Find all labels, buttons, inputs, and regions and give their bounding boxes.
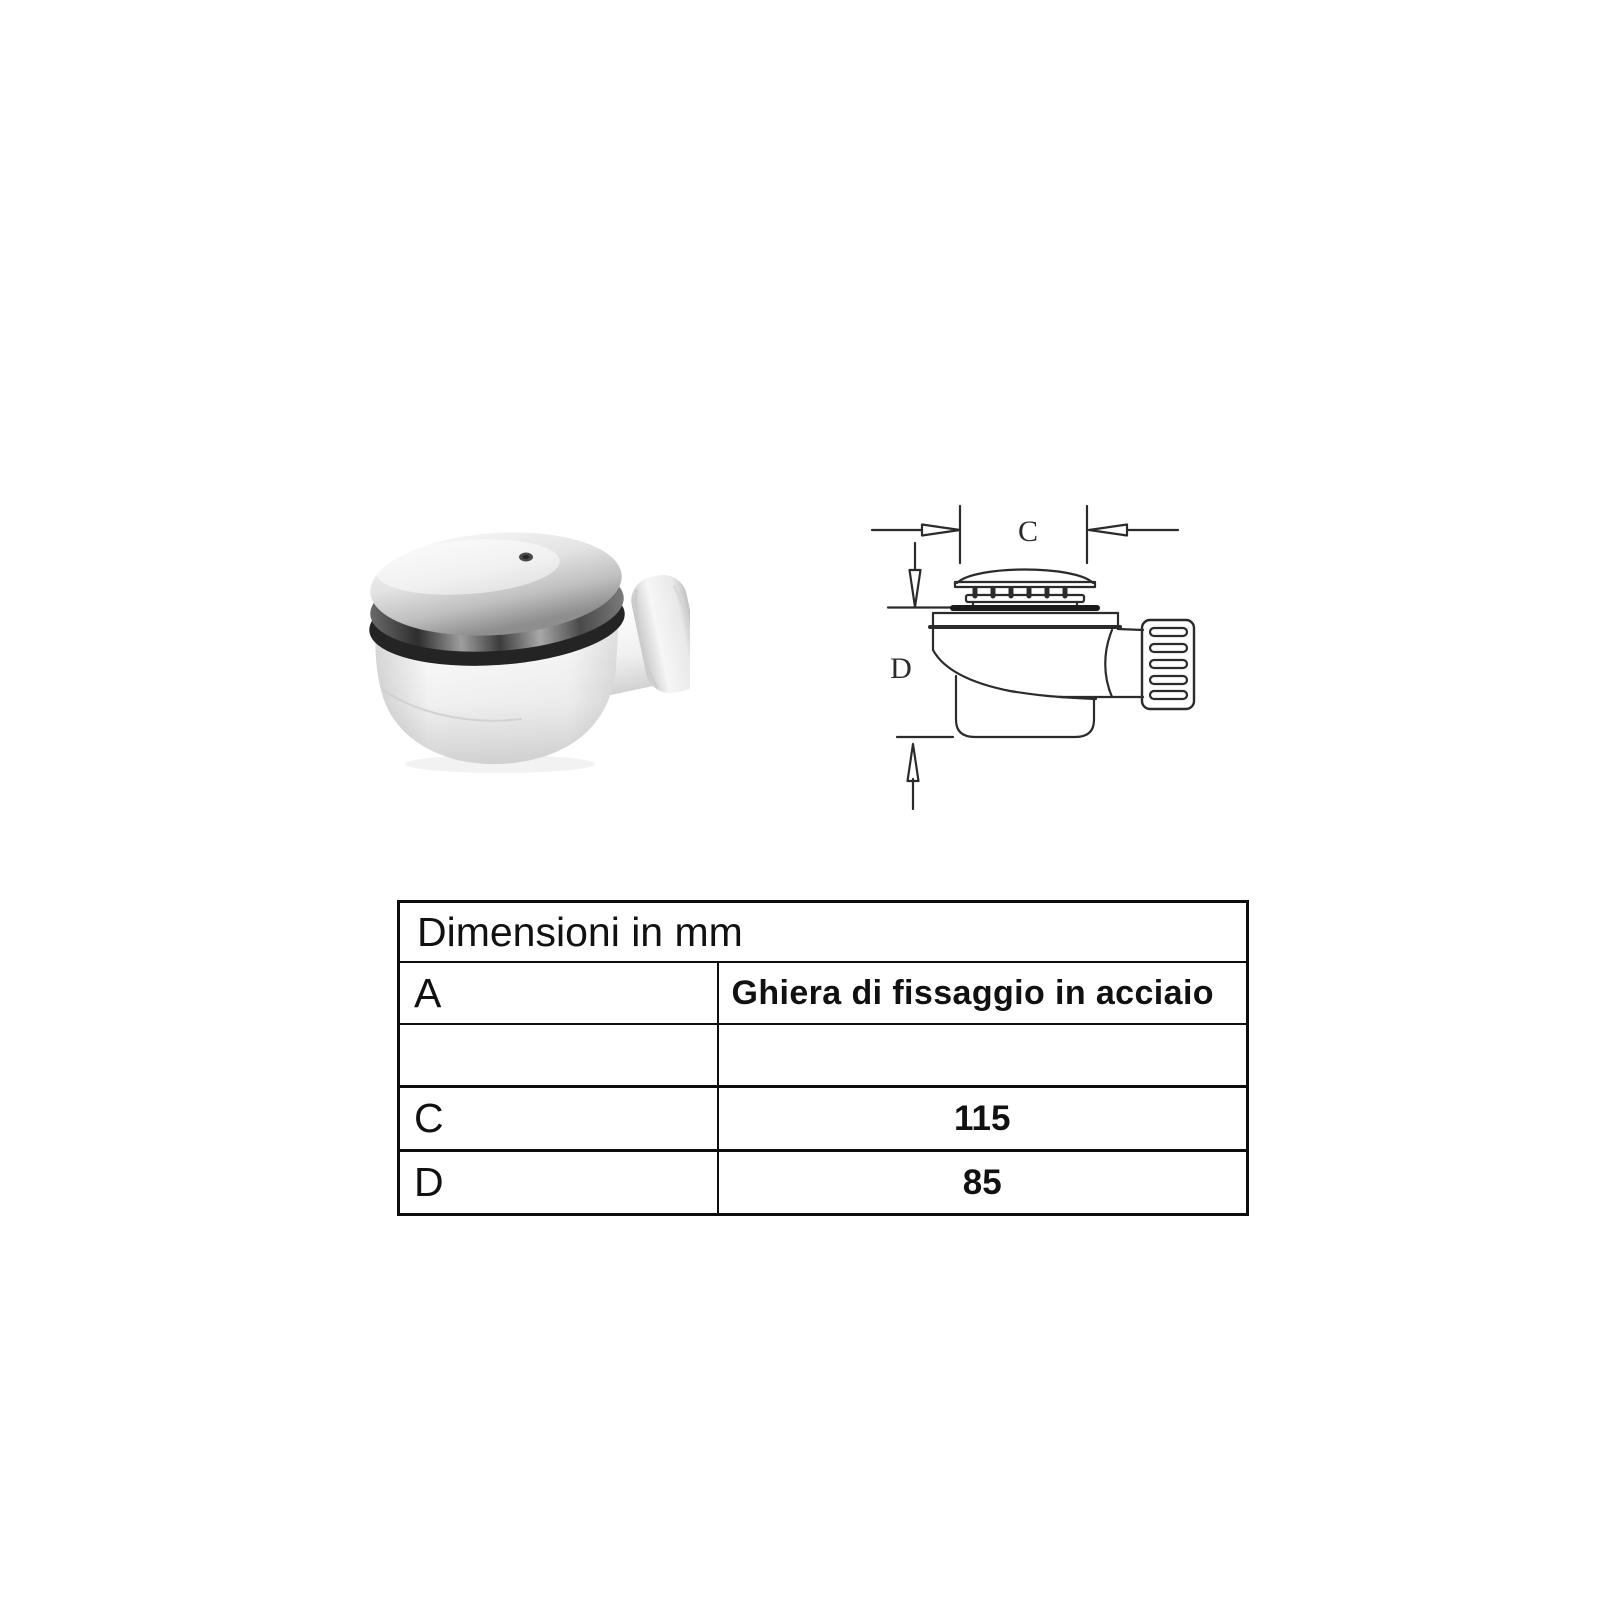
table-row xyxy=(399,962,1248,1024)
dimensions-table xyxy=(397,900,1249,1216)
product-photo xyxy=(350,505,690,785)
row-key-a: A xyxy=(399,962,718,1024)
diagram-cap xyxy=(953,570,1097,609)
diagram-body xyxy=(930,613,1120,737)
product-photo-image xyxy=(350,505,690,785)
row-value-empty xyxy=(718,1024,1248,1087)
dim-label-d: D xyxy=(890,652,912,685)
table-row-title xyxy=(399,902,1248,963)
diagram-outlet xyxy=(1060,620,1194,709)
table-row xyxy=(399,1087,1248,1151)
technical-diagram xyxy=(848,478,1216,838)
row-key-c: C xyxy=(399,1087,718,1151)
row-value-a: Ghiera di fissaggio in acciaio xyxy=(718,962,1248,1024)
table-row xyxy=(399,1151,1248,1215)
row-value-c: 115 xyxy=(718,1087,1248,1151)
dim-label-c: C xyxy=(1017,515,1039,548)
row-key-empty xyxy=(399,1024,718,1087)
row-key-d: D xyxy=(399,1151,718,1215)
table-title: Dimensioni in mm xyxy=(399,902,1248,963)
technical-diagram-image xyxy=(848,478,1216,838)
row-value-d: 85 xyxy=(718,1151,1248,1215)
table-row xyxy=(399,1024,1248,1087)
